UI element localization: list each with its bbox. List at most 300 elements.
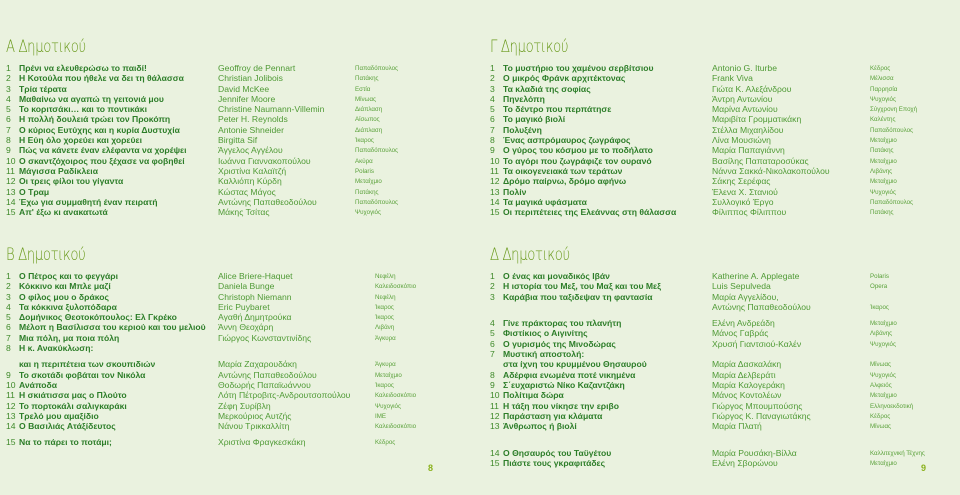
list-item [6, 359, 476, 369]
list-item [490, 359, 955, 369]
book-title: Το πορτοκάλι σαλιγκαράκι [19, 400, 127, 411]
book-title: Άνθρωπος ή βιολί [503, 421, 577, 432]
book-title: Δομήνικος Θεοτοκόπουλος: Ελ Γκρέκο [19, 312, 177, 323]
book-author: Μερκούριος Αυτζής [218, 410, 292, 421]
book-author: Λότη Πέτροβιτς-Ανδρουτσοπούλου [218, 390, 351, 401]
book-author: Γιώργος Κ. Παναγιωτάκης [712, 410, 811, 421]
book-author: Άντρη Αντωνίου [712, 93, 773, 104]
item-number: 15 [6, 207, 16, 218]
book-author: Alice Briere-Haquet [218, 271, 293, 281]
book-author: Μαρία Αγγελίδου, [712, 291, 779, 302]
book-title: Μυστική αποστολή: [503, 349, 585, 360]
list-item [6, 411, 476, 421]
book-publisher: Παπαδόπουλος [870, 126, 914, 134]
item-number: 9 [6, 369, 11, 380]
item-number: 2 [6, 73, 11, 84]
book-author: Χριστίνα Φραγκεσκάκη [218, 437, 306, 448]
list-item [490, 421, 955, 431]
book-title: Να το πάρει το ποτάμι; [19, 437, 112, 448]
book-title: Τρία τέρατα [19, 83, 67, 94]
page-number-right: 9 [921, 463, 927, 473]
book-author: Peter H. Reynolds [218, 114, 288, 125]
book-publisher: Διάπλαση [355, 106, 383, 114]
book-author: Νάννα Σακκά-Νικολακοπούλου [712, 165, 830, 176]
book-title: Ο Τραμ [19, 186, 50, 197]
list-item [490, 73, 955, 83]
list-item [490, 292, 955, 302]
list-item [6, 312, 476, 322]
item-number: 14 [490, 196, 500, 207]
book-title: Μάγισσα Ραδίκλεια [19, 165, 98, 176]
book-title: Αδέρφια ενωμένα ποτέ νικημένα [503, 369, 636, 380]
item-number: 12 [6, 400, 16, 411]
book-title: Τα κόκκινα ξυλοπόδαρα [19, 301, 117, 312]
book-publisher: Κέδρος [375, 439, 396, 447]
list-item [490, 104, 955, 114]
book-publisher: Λιβάνης [870, 167, 893, 175]
book-publisher: Παπαδόπουλος [870, 198, 914, 206]
list-item [6, 63, 476, 73]
item-number: 8 [6, 135, 11, 146]
book-author: Έλενα Χ. Στανιού [712, 186, 778, 197]
book-publisher: Μίνωας [355, 95, 377, 103]
book-title: Ο Βασιλιάς Ατάξίδευτος [19, 421, 116, 432]
item-number: 14 [6, 196, 16, 207]
book-author: Μαριβίτα Γρομματικάκη [712, 114, 802, 125]
book-author: Γιώργος Μπουμπούσης [712, 400, 803, 411]
item-number: 10 [490, 155, 500, 166]
list-item [490, 156, 955, 166]
list-item [6, 125, 476, 135]
book-publisher: Εστία [355, 85, 371, 93]
item-number: 15 [490, 207, 500, 218]
item-number: 2 [490, 281, 495, 292]
book-publisher: Μίνωας [870, 361, 892, 369]
list-item [6, 271, 476, 281]
book-author: Νάνου Τρικκαλλίτη [218, 421, 290, 432]
list-item [490, 390, 955, 400]
list-item [6, 322, 476, 332]
item-number: 11 [6, 390, 15, 401]
book-author: Συλλογικό Έργο [712, 196, 774, 207]
book-list [6, 271, 476, 448]
book-publisher: Polaris [870, 273, 889, 280]
list-item [6, 370, 476, 380]
book-title: Η Κοτούλα που ήθελε να δει τη θάλασσα [19, 73, 184, 84]
list-item [490, 370, 955, 380]
list-item [490, 448, 955, 458]
book-title: Η Εύη όλο χορεύει και χορεύει [19, 135, 142, 146]
item-number: 11 [490, 165, 499, 176]
book-list [6, 63, 476, 217]
list-item [6, 281, 476, 291]
book-title: Η πολλή δουλειά τρώει τον Προκόπη [19, 114, 171, 125]
book-publisher: Αλφειός [870, 381, 892, 389]
book-title: Παράσταση για κλάματα [503, 410, 603, 421]
book-publisher: Ψυχογιός [870, 95, 896, 103]
item-number: 12 [490, 176, 500, 187]
book-author: Λίνα Μουσιώνη [712, 135, 771, 146]
item-number: 7 [490, 349, 495, 360]
book-publisher: Αίσωπος [355, 116, 380, 124]
list-item [6, 197, 476, 207]
book-publisher: Opera [870, 283, 888, 291]
section-title: Β Δημοτικού [6, 245, 86, 265]
book-title: Πολίν [503, 186, 527, 197]
book-publisher: Μεταίχμιο [870, 137, 897, 145]
list-item [6, 104, 476, 114]
book-publisher: Μεταίχμιο [870, 178, 897, 186]
book-title: Μαθαίνω να αγαπώ τη γειτονιά μου [19, 93, 164, 104]
book-publisher: Ίκαρος [375, 381, 394, 389]
list-item [490, 94, 955, 104]
book-publisher: Ψυχογιός [375, 402, 401, 410]
item-number: 5 [6, 104, 11, 115]
book-publisher: Ίκαρος [375, 314, 394, 322]
item-number: 11 [490, 400, 499, 411]
item-number: 5 [490, 104, 495, 115]
book-title: Πολυξένη [503, 124, 542, 135]
item-number: 13 [6, 410, 16, 421]
book-title: Το δέντρο που περπάτησε [503, 104, 612, 115]
item-number: 13 [490, 421, 500, 432]
book-title: Η κ. Ανακύκλωση: [19, 343, 94, 354]
item-number: 2 [490, 73, 495, 84]
book-author: Birgitta Sif [218, 135, 258, 146]
book-publisher: Μεταίχμιο [870, 392, 897, 400]
list-item [490, 318, 955, 328]
book-publisher: Καλλιτεχνική Τέχνης [870, 449, 925, 457]
book-publisher: Ίκαρος [870, 303, 889, 311]
book-author: Μαρία Πλατή [712, 421, 762, 432]
book-author: Μαρία Παπαγιάννη [712, 145, 785, 156]
book-author: Ελένη Ανδρεάδη [712, 318, 775, 329]
list-item [490, 458, 955, 468]
list-item [6, 176, 476, 186]
book-title: Ο γυρισμός της Μινοδώρας [503, 338, 616, 349]
section-title: Γ Δημοτικού [490, 37, 569, 57]
book-author: Στέλλα Μιχαηλίδου [712, 124, 784, 135]
item-number: 3 [490, 83, 495, 94]
list-item [6, 333, 476, 343]
book-author: Christoph Niemann [218, 291, 292, 302]
list-item [490, 349, 955, 359]
list-item [6, 166, 476, 176]
book-author: Βασίλης Παπαταροσύκας [712, 155, 809, 166]
list-item [490, 187, 955, 197]
item-number: 14 [6, 421, 16, 432]
list-item [490, 401, 955, 411]
item-number: 3 [490, 291, 495, 302]
book-publisher: Ακύρα [355, 157, 373, 165]
list-item [490, 437, 955, 447]
book-title: Φιστίκιος ο Αιγινίτης [503, 328, 588, 339]
item-number: 15 [6, 437, 16, 448]
book-publisher: Παρρησία [870, 85, 898, 93]
book-publisher: Μεταίχμιο [355, 178, 382, 186]
book-publisher: Πατάκης [355, 75, 379, 83]
list-item [490, 281, 955, 291]
book-publisher: Λιβάνη [375, 324, 395, 332]
list-item [490, 380, 955, 390]
book-author: Σάκης Σερέφας [712, 176, 771, 187]
book-publisher: Κέδρος [870, 65, 891, 72]
book-author: Christian Jolibois [218, 73, 283, 84]
item-number: 4 [6, 93, 11, 104]
item-number: 2 [6, 281, 11, 292]
item-number: 3 [6, 83, 11, 94]
book-author: Άγγελος Αγγέλου [218, 145, 283, 156]
book-author: Μάνος Γαβράς [712, 328, 769, 339]
item-number: 12 [6, 176, 16, 187]
book-title: Κόκκινο και Μπλε μαζί [19, 281, 111, 292]
list-item [490, 176, 955, 186]
list-item [6, 343, 476, 353]
list-item [490, 302, 955, 312]
book-publisher: Ψυχογιός [870, 188, 896, 196]
list-item [6, 156, 476, 166]
book-list [490, 63, 955, 217]
book-title: Απ' έξω κι ανακατωτά [19, 207, 108, 218]
list-item [6, 73, 476, 83]
book-title: Πιάστε τους γκραφιτάδες [503, 458, 606, 469]
book-publisher: ΙΜΕ [375, 412, 387, 420]
item-number: 13 [490, 186, 500, 197]
section-d [490, 245, 955, 468]
item-number: 10 [6, 379, 16, 390]
book-title: Η τάξη που νίκησε την εριβο [503, 400, 619, 411]
book-publisher: Παπαδόπουλος [355, 65, 399, 72]
book-publisher: Μίνωας [870, 423, 892, 431]
book-title: Το μαγικό βιολί [503, 114, 566, 125]
book-author: Αντώνης Παπαθεοδούλου [218, 196, 317, 207]
book-publisher: Κέδρος [870, 412, 891, 420]
item-number: 4 [490, 318, 495, 329]
list-item [6, 380, 476, 390]
book-publisher: Μεταίχμιο [870, 460, 897, 468]
list-item [6, 145, 476, 155]
item-number: 1 [6, 63, 11, 73]
item-number: 10 [490, 390, 500, 401]
book-author: Jennifer Moore [218, 93, 276, 104]
book-publisher: Ψυχογιός [870, 371, 896, 379]
book-title: Οι περιπέτειες της Ελεάννας στη θάλασσα [503, 207, 677, 218]
item-number: 9 [6, 145, 11, 156]
page-number-left: 8 [428, 463, 434, 473]
item-number: 1 [490, 63, 495, 73]
list-item [6, 94, 476, 104]
book-author: Antonie Shneider [218, 124, 284, 135]
list-item [490, 328, 955, 338]
book-author: Ελένη Σβορώνου [712, 458, 778, 469]
book-author: Luis Sepulveda [712, 281, 771, 292]
item-number: 8 [6, 343, 11, 354]
item-number: 7 [6, 332, 11, 343]
book-title: Ο κύριος Ευτύχης και η κυρία Δυστυχία [19, 124, 180, 135]
book-author: Γιώργος Κωνσταντινίδης [218, 332, 312, 343]
book-author: Daniela Bunge [218, 281, 275, 292]
list-item [490, 339, 955, 349]
list-item [490, 166, 955, 176]
book-title: Οι τρεις φίλοι του γίγαντα [19, 176, 124, 187]
book-title: Ο φίλος μου ο δράκος [19, 291, 109, 302]
item-number: 1 [6, 271, 11, 281]
book-publisher: Ψυχογιός [355, 209, 381, 217]
item-number: 4 [6, 301, 11, 312]
book-publisher: Ίκαρος [375, 303, 394, 311]
book-title: Τα μαγικά υφάσματα [503, 196, 587, 207]
book-author: Ιωάννα Γιαννακοπούλου [218, 155, 311, 166]
book-publisher: Μέλισσα [870, 75, 894, 83]
list-item [490, 207, 955, 217]
section-title: Α Δημοτικού [6, 37, 86, 57]
book-publisher: Διάπλαση [355, 126, 383, 134]
book-author: Αντώνης Παπαθεοδούλου [712, 301, 811, 312]
list-item [6, 135, 476, 145]
section-g [490, 37, 955, 217]
list-item [490, 145, 955, 155]
item-number: 14 [490, 447, 500, 458]
book-publisher: Polaris [355, 167, 374, 175]
item-number: 4 [490, 93, 495, 104]
book-author: Χριστίνα Καλαϊτζή [218, 165, 287, 176]
book-publisher: Καλειδοσκόπιο [375, 283, 417, 291]
list-item [6, 401, 476, 411]
book-title: Γίνε πράκτορας του πλανήτη [503, 318, 622, 329]
book-author: Καλλιόπη Κύρδη [218, 176, 282, 187]
list-item [490, 135, 955, 145]
book-title: Έχω για συμμαθητή έναν πειρατή [19, 196, 158, 207]
book-title: Ο Θησαυρός του Ταϋγέτου [503, 447, 612, 458]
book-title: Ένας ασπρόμαυρος ζωγράφος [503, 135, 631, 146]
book-author: Μάνος Κοντολέων [712, 390, 782, 401]
book-publisher: Λιβάνης [870, 330, 893, 338]
list-item [6, 292, 476, 302]
book-title: Ανάποδα [19, 379, 58, 390]
section-a [6, 37, 476, 217]
book-title: Πρένι να ελευθερώσω το παιδί! [19, 63, 147, 73]
book-author: Christine Naumann-Villemin [218, 104, 325, 115]
book-author: Μαρία Δασκαλάκη [712, 359, 782, 370]
book-author: Antonio G. Iturbe [712, 63, 777, 73]
book-author: Άννη Θεοχάρη [218, 322, 274, 333]
item-number: 7 [490, 124, 495, 135]
book-author: David McKee [218, 83, 270, 94]
item-number: 12 [490, 410, 500, 421]
book-publisher: Σύγχρονη Εποχή [870, 106, 918, 114]
list-item [490, 84, 955, 94]
list-item [490, 114, 955, 124]
book-publisher: Καλειδοσκόπιο [375, 423, 417, 431]
list-item [6, 187, 476, 197]
book-author: Geoffroy de Pennart [218, 63, 296, 73]
book-title: Ο σκαντζόχοιρος που ξέχασε να φοβηθεί [19, 155, 185, 166]
list-item [6, 207, 476, 217]
book-title: Μέλοπ η Βασίλισσα του κεριού και του μελιού [19, 322, 206, 333]
list-item [6, 84, 476, 94]
book-title: Ο μικρός Φράνκ αρχιτέκτονας [503, 73, 626, 84]
item-number: 15 [490, 458, 500, 469]
book-title: Τα οικογενειακά των τεράτων [503, 165, 623, 176]
item-number: 8 [490, 135, 495, 146]
book-title: Σ΄ευχαριστώ Νίκο Καζαντζάκη [503, 379, 625, 390]
list-item [6, 437, 476, 447]
item-number: 5 [490, 328, 495, 339]
book-publisher: Άγκυρα [375, 361, 396, 369]
item-number: 1 [490, 271, 495, 281]
book-author: Γιώτα Κ. Αλεξάνδρου [712, 83, 792, 94]
book-author: Κώστας Μάγος [218, 186, 276, 197]
book-publisher: Μεταίχμιο [870, 320, 897, 328]
list-item [490, 411, 955, 421]
book-title: Μια πόλη, μα ποια πόλη [19, 332, 120, 343]
book-author: Μαρία Δελβεράτι [712, 369, 776, 380]
book-title: Το μυστήριο του χαμένου σερβίτσιου [503, 63, 654, 73]
book-publisher: Παπαδόπουλος [355, 198, 399, 206]
item-number: 7 [6, 124, 11, 135]
item-number: 9 [490, 379, 495, 390]
book-publisher: Πατάκης [870, 209, 894, 217]
item-number: 8 [490, 369, 495, 380]
book-publisher: Πατάκης [870, 147, 894, 155]
book-author: Katherine A. Applegate [712, 271, 800, 281]
book-publisher: Ψυχογιός [870, 340, 896, 348]
book-publisher: Μεταίχμιο [375, 371, 402, 379]
book-title: Δρόμο παίρνω, δρόμο αφήνω [503, 176, 627, 187]
book-publisher: Ίκαρος [355, 137, 374, 145]
book-author: Μαρία Ρουσάκη-Βίλλα [712, 447, 797, 458]
list-item [6, 302, 476, 312]
book-publisher: Μεταίχμιο [870, 157, 897, 165]
item-number: 6 [6, 322, 11, 333]
book-title: Το αγόρι που ζωγράφιζε τον ουρανό [503, 155, 652, 166]
book-author: Eric Puybaret [218, 301, 270, 312]
book-title: Ο ένας και μοναδικός Ιβάν [503, 271, 610, 281]
item-number: 6 [490, 114, 495, 125]
book-title: και η περιπέτεια των σκουπιδιών [19, 359, 156, 370]
book-author: Μάκης Τσίτας [218, 207, 270, 218]
list-item [6, 114, 476, 124]
book-publisher: Καλέντης [870, 116, 896, 124]
book-list [490, 271, 955, 468]
book-author: Frank Viva [712, 73, 753, 84]
section-title: Δ Δημοτικού [490, 245, 570, 265]
item-number: 3 [6, 291, 11, 302]
book-publisher: Καλειδοσκόπιο [375, 392, 417, 400]
book-author: Μαρία Καλογεράκη [712, 379, 785, 390]
book-title: Τρελό μου αμαξίδιο [19, 410, 99, 421]
item-number: 10 [6, 155, 16, 166]
book-title: Το σκοτάδι φοβάται τον Νικόλα [19, 369, 146, 380]
book-publisher: Άγκυρα [375, 334, 396, 342]
list-item [490, 125, 955, 135]
book-author: Αγαθή Δημητρούκα [218, 312, 292, 323]
book-author: Θοδωρής Παπαϊωάννου [218, 379, 311, 390]
book-author: Μαρίνα Αντωνίου [712, 104, 778, 115]
book-publisher: Πατάκης [355, 188, 379, 196]
book-author: Ζέφη Συρίβλη [218, 400, 271, 411]
book-title: Ο Πέτρος και το φεγγάρι [19, 271, 118, 281]
item-number: 5 [6, 312, 11, 323]
book-title: Πολίτιμα δώρα [503, 390, 564, 401]
section-b [6, 245, 476, 448]
book-title: Η ιστορία του Μεξ, του Μαξ και του Μεξ [503, 281, 661, 292]
book-title: Πηνελόπη [503, 93, 545, 104]
book-author: Αντώνης Παπαθεοδούλου [218, 369, 317, 380]
book-title: στα ίχνη του κρυμμένου Θησαυρού [503, 359, 647, 370]
item-number: 6 [490, 338, 495, 349]
list-item [6, 421, 476, 431]
